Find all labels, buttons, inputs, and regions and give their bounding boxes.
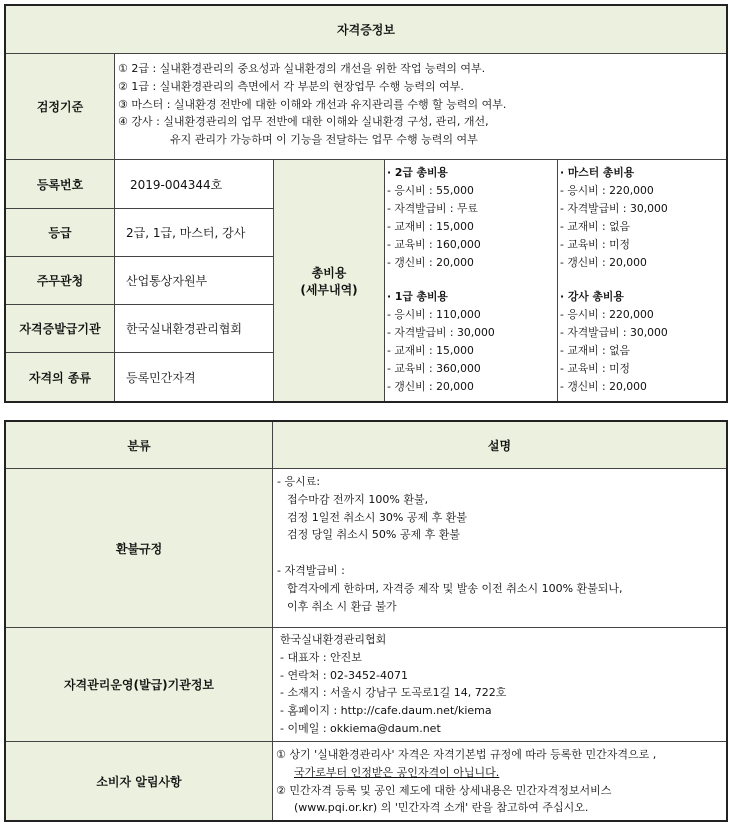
cost-item: - 갱신비 : 20,000 [387,256,474,269]
notice-line: (www.pqi.or.kr) 의 '민간자격 소개' 란을 참고하여 주십시오. [294,801,589,815]
cost-item: - 갱신비 : 20,000 [560,380,647,393]
category-header: 분류 [6,422,272,468]
issuer-value: 한국실내환경관리협회 [126,322,242,336]
org-line: - 소재지 : 서울시 강남구 도곡로1길 14, 722호 [280,686,507,700]
criteria-item: ③ 마스터 : 실내환경 전반에 대한 이해와 개선과 유지관리를 수행 할 능력의 여부. [118,97,507,111]
org-email: - 이메일 : okkiema@daum.net [280,721,441,735]
criteria-item: ② 1급 : 실내환경관리의 측면에서 각 부분의 현장업무 수행 능력의 여부. [118,79,464,93]
org-info [280,631,722,738]
issuer-label: 자격증발급기관 [6,305,114,352]
cost-item: - 자격발급비 : 30,000 [560,202,668,215]
reg-number-value: 2019-004344호 [130,177,223,192]
cost-item: - 교육비 : 160,000 [387,238,481,251]
org-homepage: - 홈페이지 : http://cafe.daum.net/kiema [280,704,492,718]
cost-item: - 갱신비 : 20,000 [387,380,474,393]
authority-value: 산업통상자원부 [126,274,208,288]
cost-item: - 자격발급비 : 30,000 [560,326,668,339]
cost-item: - 응시비 : 220,000 [560,308,654,321]
criteria-item: ④ 강사 : 실내환경관리의 업무 전반에 대한 이해와 실내환경 구성, 관리, 개선, [118,115,489,129]
cost-item: - 자격발급비 : 무료 [387,202,478,215]
refund-line: 검정 1일전 취소시 30% 공제 후 환불 [287,510,467,524]
criteria-item: ① 2급 : 실내환경관리의 중요성과 실내환경의 개선을 위한 작업 능력의 여부. [118,62,486,75]
grade-label: 등급 [6,209,114,256]
criteria-label: 검정기준 [6,54,114,159]
cost-title: · 2급 총비용 [387,166,448,179]
refund-policy [277,473,722,615]
total-cost-title: 총비용 [311,265,347,280]
org-line: - 대표자 : 안진보 [280,650,362,664]
cost-item: - 교재비 : 15,000 [387,220,474,233]
refund-line: 이후 취소 시 환급 불가 [287,599,397,613]
cost-title: · 강사 총비용 [560,290,624,303]
notice-line: 국가로부터 인정받은 공인자격이 아닙니다. [294,765,500,779]
cost-item: - 응시비 : 220,000 [560,184,654,197]
cost-item: - 응시비 : 110,000 [387,308,481,321]
refund-line: - 응시료: [277,475,321,488]
notice-line: ② 민간자격 등록 및 공인 제도에 대한 상세내용은 민간자격정보서비스 [276,783,612,797]
cost-item: - 교재비 : 없음 [560,220,630,233]
criteria-list [118,60,718,156]
cost-title: · 1급 총비용 [387,290,448,303]
cost-block-master [560,164,724,272]
notice-line: ① 상기 '실내환경관리사' 자격은 자격기본법 규정에 따라 등록한 민간자격으로 , [276,748,657,761]
refund-line: - 자격발급비 : [277,563,345,577]
cost-block-grade1 [387,288,555,396]
cost-title: · 마스터 총비용 [560,166,635,179]
description-header: 설명 [273,422,726,468]
cost-block-instructor [560,288,724,396]
reg-number-label: 등록번호 [6,160,114,208]
cert-policy-table [4,420,728,822]
org-line: - 연락처 : 02-3452-4071 [280,668,408,682]
cost-item: - 교재비 : 없음 [560,344,630,357]
refund-line: 검정 당일 취소시 50% 공제 후 환불 [287,528,460,542]
org-name: 한국실내환경관리협회 [280,633,387,646]
consumer-notice-label: 소비자 알림사항 [6,742,272,820]
total-cost-label [274,160,384,401]
cert-info-title: 자격증정보 [6,6,726,53]
criteria-item-cont: 유지 관리가 가능하며 이 기능을 전달하는 업무 수행 능력의 여부 [170,133,478,147]
grade-value: 2급, 1급, 마스터, 강사 [126,226,246,240]
cost-item: - 자격발급비 : 30,000 [387,326,495,339]
cost-item: - 교재비 : 15,000 [387,344,474,357]
authority-label: 주무관청 [6,257,114,304]
cost-block-grade2 [387,164,555,272]
refund-label: 환불규정 [6,469,272,627]
refund-line: 접수마감 전까지 100% 환불, [287,492,429,506]
total-cost-subtitle: (세부내역) [300,282,358,297]
cost-item: - 교육비 : 미정 [560,238,630,251]
cert-type-label: 자격의 종류 [6,353,114,401]
cost-item: - 교육비 : 미정 [560,362,630,375]
cost-item: - 갱신비 : 20,000 [560,256,647,269]
refund-line: 합격자에게 한하며, 자격증 제작 및 발송 이전 취소시 100% 환불되나, [287,581,623,595]
consumer-notice [276,746,724,817]
cert-type-value: 등록민간자격 [126,370,196,385]
cost-item: - 응시비 : 55,000 [387,184,474,197]
org-info-label: 자격관리운영(발급)기관정보 [6,628,272,741]
cost-item: - 교육비 : 360,000 [387,362,481,375]
cert-info-table [4,4,728,403]
